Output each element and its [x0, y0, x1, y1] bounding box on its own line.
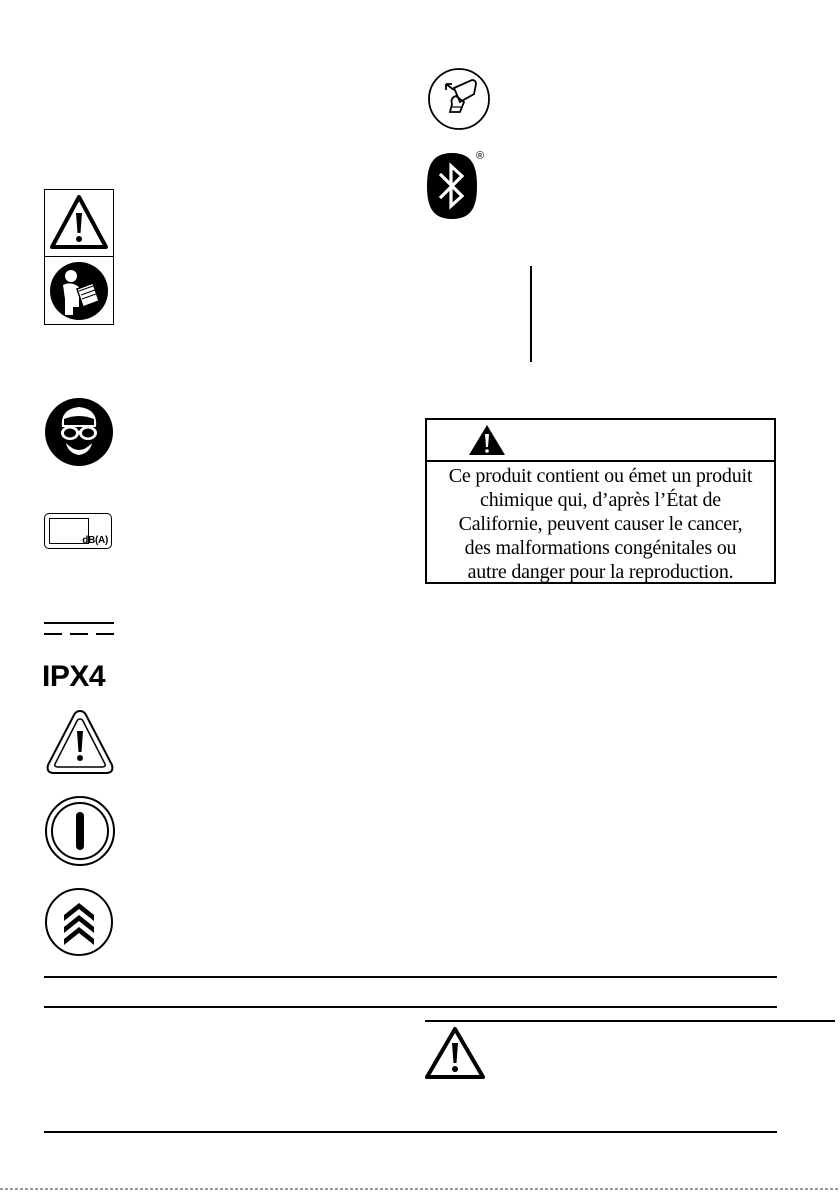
right-column-rule	[425, 1020, 835, 1022]
warning-symbol-frame	[44, 189, 114, 257]
column-divider	[530, 266, 532, 362]
sound-level-icon	[44, 513, 112, 549]
page-bottom-edge	[0, 1188, 840, 1190]
prop65-line-2: chimique qui, d’après l’État de	[480, 489, 721, 511]
hand-pointer-icon	[424, 68, 494, 130]
warning-triangle-icon	[49, 193, 109, 253]
sound-level-unit: dB(A)	[82, 535, 108, 546]
section-rule-middle	[44, 1006, 777, 1008]
power-on-icon	[44, 795, 116, 867]
prop65-line-3: Californie, peuvent causer le cancer,	[458, 513, 743, 535]
bluetooth-icon	[424, 152, 480, 220]
prop65-line-1: Ce produit contient ou émet un produit	[448, 465, 753, 487]
prop65-line-4: des malformations congénitales ou	[464, 537, 737, 559]
prop65-line-5: autre danger pour la reproduction.	[467, 561, 734, 583]
prop65-warning-text	[427, 462, 774, 584]
prop65-warning-triangle-icon	[467, 423, 507, 457]
section-rule-bottom	[44, 1131, 777, 1133]
prop65-warning-header	[427, 420, 774, 462]
read-manual-icon	[49, 261, 109, 321]
rounded-warning-triangle-icon	[44, 707, 116, 777]
ipx4-icon: IPX4	[42, 660, 106, 693]
speed-chevrons-icon	[44, 887, 114, 957]
manual-symbol-frame	[44, 256, 114, 325]
registered-mark: ®	[476, 150, 485, 162]
direct-current-icon	[44, 621, 114, 637]
prop65-warning-box	[425, 418, 776, 584]
safety-glasses-icon	[44, 397, 114, 467]
bottom-warning-triangle-icon	[424, 1026, 486, 1080]
section-rule-top	[44, 976, 777, 978]
